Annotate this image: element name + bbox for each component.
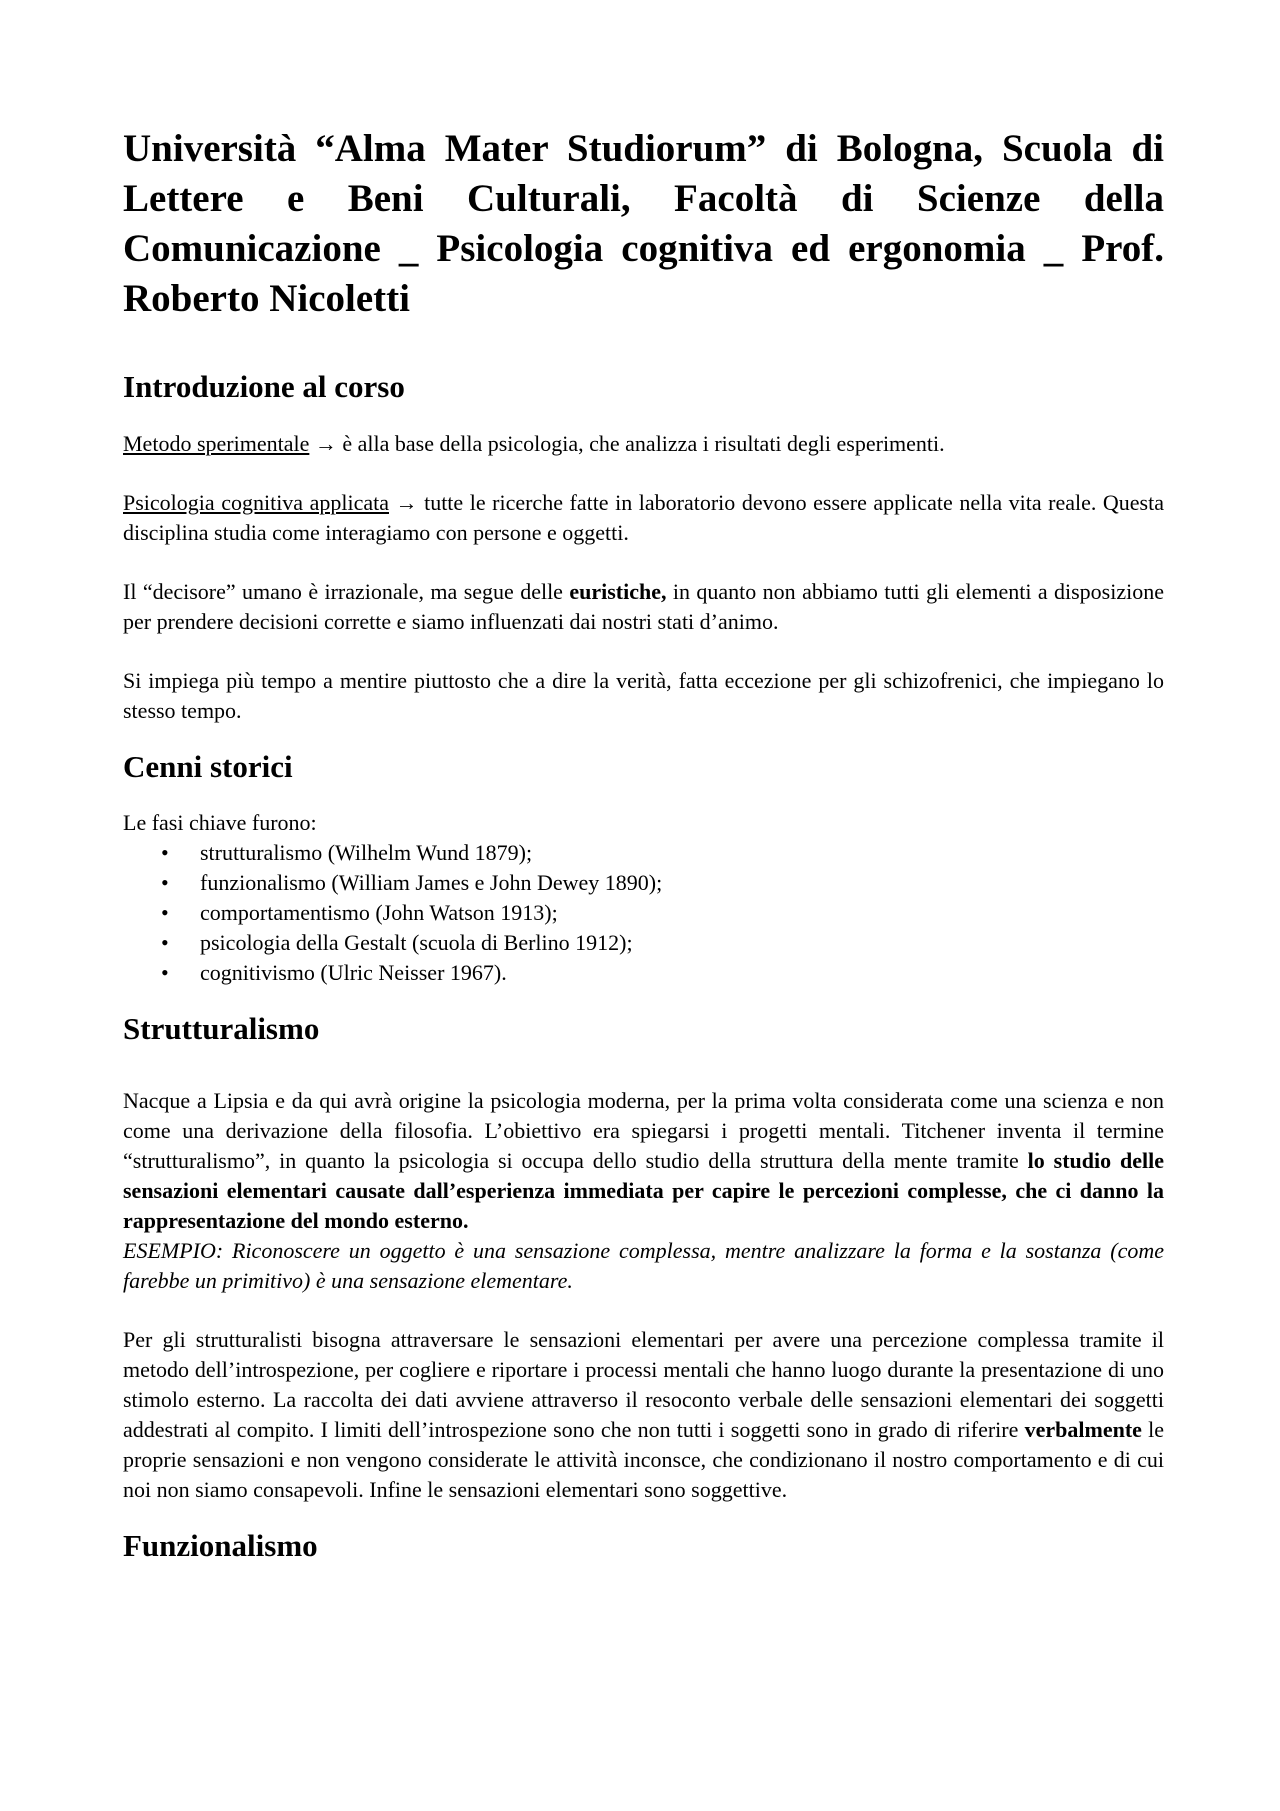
text: tutte le ricerche fatte in laboratorio devono essere applicate nella vita reale. Questa disciplina studia come interagiamo con persone e oggetti. — [123, 490, 1164, 545]
list-item — [123, 898, 1164, 928]
bullet-glyph: • — [161, 930, 169, 955]
heading-strutturalismo: Strutturalismo — [123, 1011, 320, 1046]
term-metodo-sperimentale: Metodo sperimentale — [123, 431, 310, 456]
paragraph-strutturalismo-2 — [123, 1325, 1164, 1505]
text: Per gli strutturalisti bisogna attraversare le sensazioni elementari per avere una percezione complessa tramite il metodo dell’introspezione, per cogliere e riportare i processi mentali che hanno luogo durante la presentazione di uno stimolo esterno. La raccolta dei dati avviene attraverso il resoconto verbale delle sensazioni elementari dei soggetti addestrati al compito. I limiti dell’introspezione sono che non tutti i soggetti sono in grado di riferire — [123, 1327, 1164, 1442]
document-content — [123, 124, 1164, 1565]
paragraph-strutturalismo-1 — [123, 1086, 1164, 1236]
bullet-glyph: • — [161, 960, 169, 985]
text: Il “decisore” umano è irrazionale, ma segue delle — [123, 579, 570, 604]
text: psicologia della Gestalt (scuola di Berlino 1912); — [200, 930, 633, 955]
text: cognitivismo (Ulric Neisser 1967). — [200, 960, 507, 985]
bold-verbalmente: verbalmente — [1024, 1417, 1142, 1442]
paragraph-psicologia-applicata — [123, 488, 1164, 548]
paragraph-esempio: ESEMPIO: Riconoscere un oggetto è una sensazione complessa, mentre analizzare la forma e la sostanza (come farebbe un primitivo) è una sensazione elementare. — [123, 1238, 1164, 1293]
bold-sensazioni-elementari: lo studio delle sensazioni elementari causate dall’esperienza immediata per capire le percezioni complesse, che ci danno la rappresentazione del mondo esterno. — [123, 1148, 1164, 1233]
paragraph-mentire: Si impiega più tempo a mentire piuttosto che a dire la verità, fatta eccezione per gli schizofrenici, che impiegano lo stesso tempo. — [123, 668, 1164, 723]
list-item — [123, 838, 1164, 868]
bold-euristiche: euristiche, — [569, 579, 667, 604]
paragraph-fasi-chiave: Le fasi chiave furono: — [123, 810, 317, 835]
heading-cenni-storici: Cenni storici — [123, 749, 293, 784]
list-item — [123, 958, 1164, 988]
text: Nacque a Lipsia e da qui avrà origine la psicologia moderna, per la prima volta considerata come una scienza e non come una derivazione della filosofia. L’obiettivo era spiegarsi i progetti mentali. Titchener inventa il termine “strutturalismo”, in quanto la psicologia si occupa dello studio della struttura della mente tramite — [123, 1088, 1164, 1173]
list-item — [123, 868, 1164, 898]
arrow-glyph: → — [395, 490, 418, 515]
heading-introduzione: Introduzione al corso — [123, 369, 405, 404]
text: comportamentismo (John Watson 1913); — [200, 900, 558, 925]
bullet-glyph: • — [161, 840, 169, 865]
text: funzionalismo (William James e John Dewey 1890); — [200, 870, 663, 895]
bullet-glyph: • — [161, 870, 169, 895]
heading-funzionalismo: Funzionalismo — [123, 1528, 318, 1563]
text: è alla base della psicologia, che analizza i risultati degli esperimenti. — [336, 431, 945, 456]
text: in quanto non abbiamo tutti gli elementi a disposizione per prendere decisioni corrette e siamo influenzati dai nostri stati d’animo. — [123, 579, 1164, 634]
bullet-glyph: • — [161, 900, 169, 925]
list-item — [123, 928, 1164, 958]
paragraph-decisore — [123, 577, 1164, 637]
phases-list — [123, 838, 1164, 988]
document-title: Università “Alma Mater Studiorum” di Bologna, Scuola di Lettere e Beni Culturali, Facoltà di Scienze della Comunicazione _ Psicologia cognitiva ed ergonomia _ Prof. Roberto Nicoletti — [123, 127, 1164, 320]
paragraph-metodo-sperimentale — [123, 429, 1164, 459]
arrow-glyph: → — [314, 431, 337, 456]
text: strutturalismo (Wilhelm Wund 1879); — [200, 840, 533, 865]
term-psicologia-cognitiva-applicata: Psicologia cognitiva applicata — [123, 490, 389, 515]
text: le proprie sensazioni e non vengono considerate le attività inconsce, che condizionano il nostro comportamento e di cui noi non siamo consapevoli. Infine le sensazioni elementari sono soggettive. — [123, 1417, 1164, 1502]
